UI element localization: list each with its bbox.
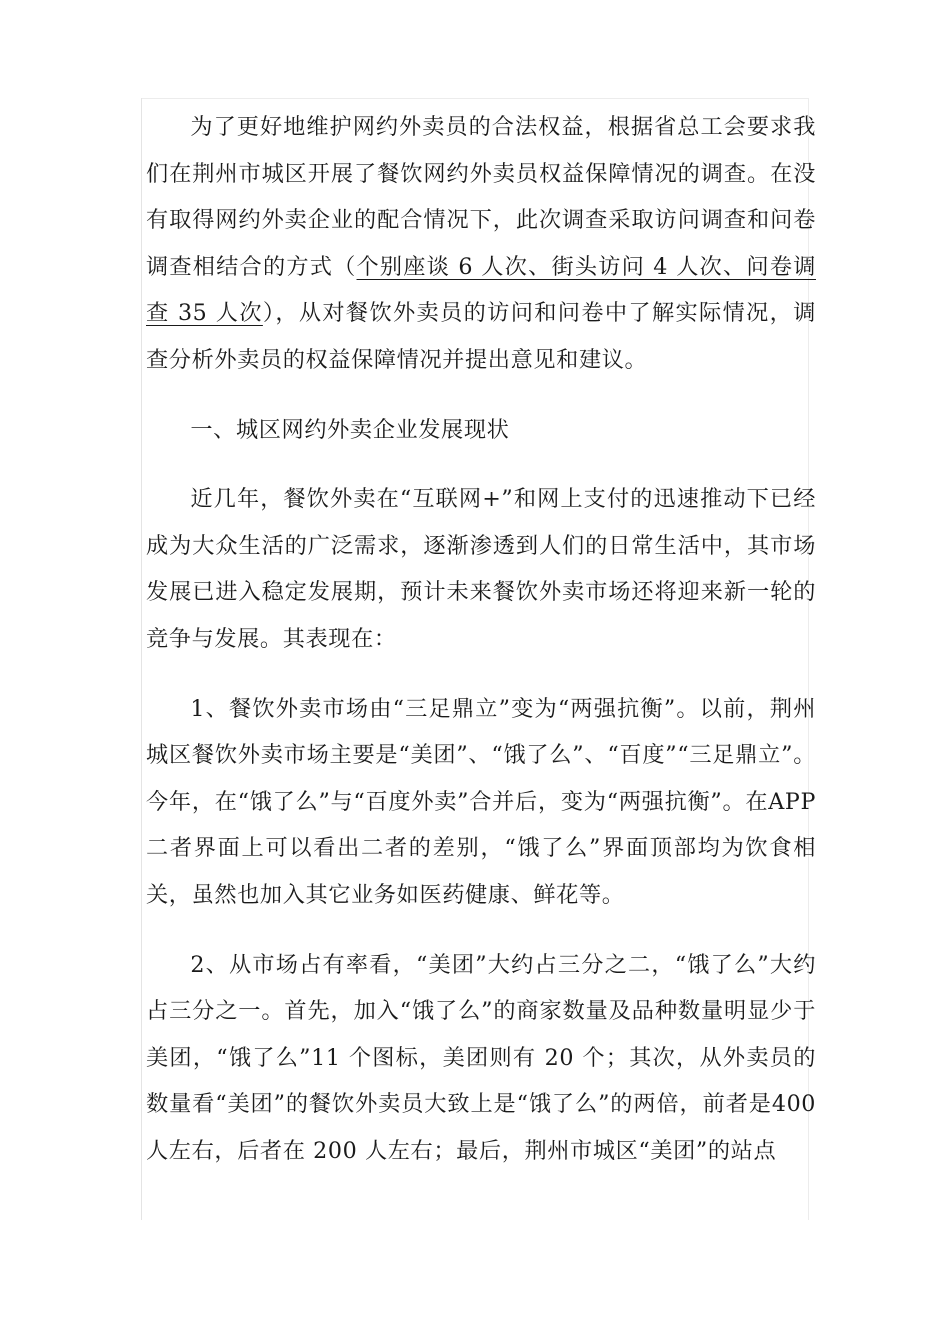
page-frame-left (141, 98, 142, 1220)
intro-text-end: ），从对餐饮外卖员的访问和问卷中了解实际情况，调查分析外卖员的权益保障情况并提出意见和建议。 (146, 300, 816, 373)
paragraph-point-1: 1、餐饮外卖市场由“三足鼎立”变为“两强抗衡”。以前，荆州城区餐饮外卖市场主要是“美团”、“饿了么”、“百度”“三足鼎立”。今年，在“饿了么”与“百度外卖”合并后，变为“两强抗衡”。在APP 二者界面上可以看出二者的差别，“饿了么”界面顶部均为饮食相关，虽然也加入其它业务如医药健康、鲜花等。 (146, 695, 816, 908)
intro-paragraph (146, 104, 816, 384)
paragraph-market-overview: 近几年，餐饮外卖在“互联网+”和网上支付的迅速推动下已经成为大众生活的广泛需求，逐渐渗透到人们的日常生活中，其市场发展已进入稳定发展期，预计未来餐饮外卖市场还将迎来新一轮的竞争与发展。其表现在： (146, 486, 816, 652)
document-body (146, 104, 816, 1197)
survey-method-detail: 个别座谈 6 人次、街头访问 4 人次、问卷调查 35 人次 (146, 253, 816, 327)
intro-text-start: 为了更好地维护网约外卖员的合法权益，根据省总工会要求我们在荆州市城区开展了餐饮网约外卖员权益保障情况的调查。在没有取得网约外卖企业的配合情况下，此次调查采取访问调查和问卷调查相结合的方式（ (146, 114, 816, 280)
section-heading: 一、城区网约外卖企业发展现状 (190, 416, 510, 443)
paragraph-point-2: 2、从市场占有率看，“美团”大约占三分之二，“饿了么”大约占三分之一。首先，加入“饿了么”的商家数量及品种数量明显少于美团，“饿了么”11 个图标，美团则有 20 个；其次，从外卖员的数量看“美团”的餐饮外卖员大致上是“饿了么”的两倍，前者是400 人左右，后者在 200 人左右；最后，荆州市城区“美团”的站点 (146, 951, 816, 1164)
page-frame-top (141, 98, 809, 99)
